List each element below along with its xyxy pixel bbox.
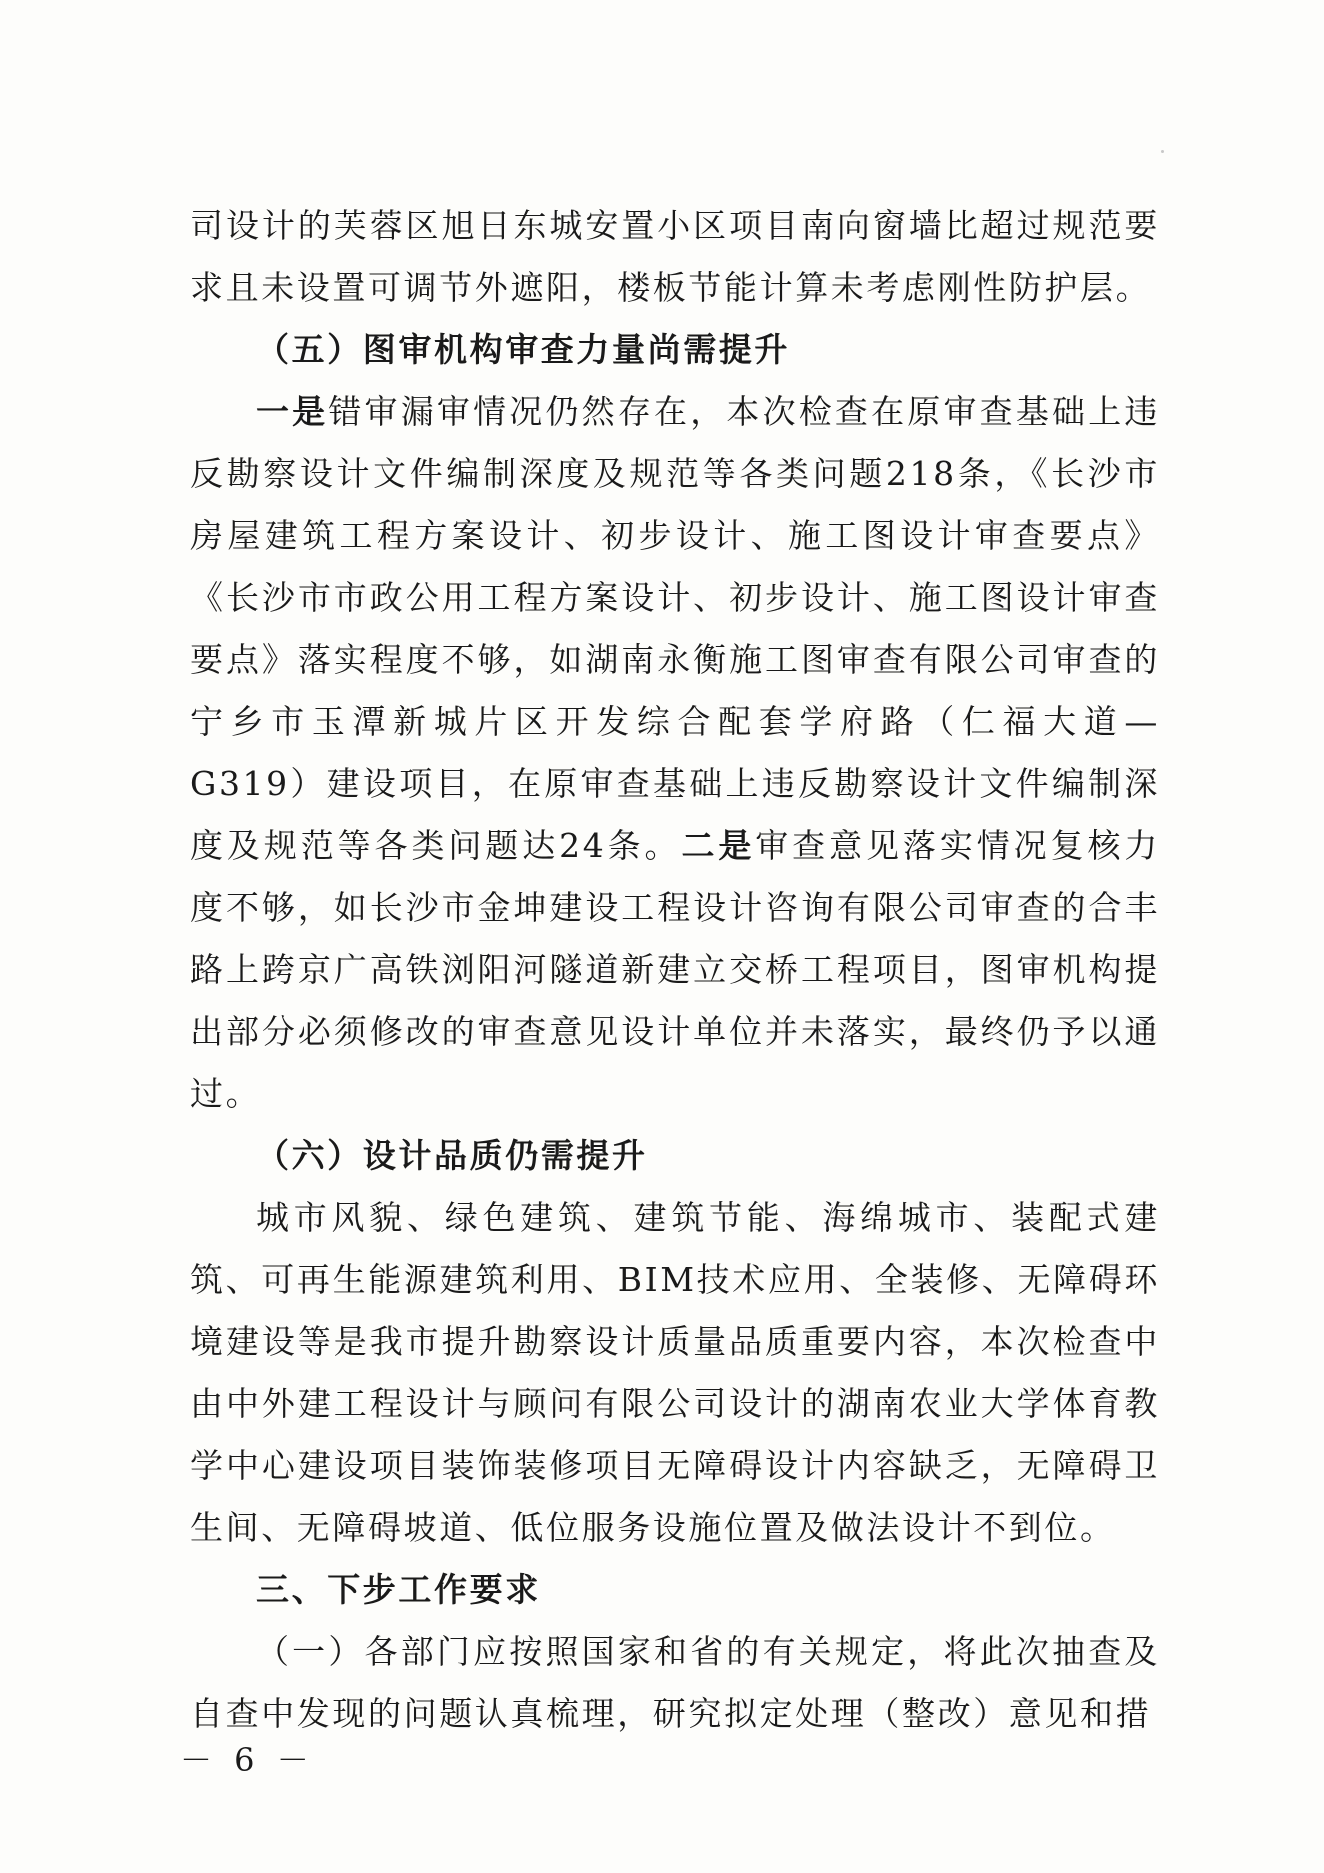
paragraph-text: 审查意见落实情况复核力度不够，如长沙市金坤建设工程设计咨询有限公司审查的合丰路上跨京广高铁浏阳河隧道新建立交桥工程项目，图审机构提出部分必须修改的审查意见设计单位并未落实，最终仍予以通过。 bbox=[190, 826, 1160, 1113]
scan-speck bbox=[1161, 150, 1164, 153]
section-heading-three: 三、下步工作要求 bbox=[256, 1570, 541, 1609]
section-heading-six: （六）设计品质仍需提升 bbox=[256, 1136, 648, 1175]
paragraph-review-issues bbox=[190, 381, 1160, 1125]
section-heading-five: （五）图审机构审查力量尚需提升 bbox=[256, 330, 790, 369]
paragraph-next-steps: （一）各部门应按照国家和省的有关规定，将此次抽查及自查中发现的问题认真梳理，研究拟定处理（整改）意见和措 bbox=[190, 1632, 1160, 1733]
emphasis-second: 二是 bbox=[681, 826, 756, 865]
paragraph-design-quality: 城市风貌、绿色建筑、建筑节能、海绵城市、装配式建筑、可再生能源建筑利用、BIM技术应用、全装修、无障碍环境建设等是我市提升勘察设计质量品质重要内容，本次检查中由中外建工程设计与顾问有限公司设计的湖南农业大学体育教学中心建设项目装饰装修项目无障碍设计内容缺乏，无障碍卫生间、无障碍坡道、低位服务设施位置及做法设计不到位。 bbox=[190, 1198, 1160, 1547]
paragraph-text: 错审漏审情况仍然存在，本次检查在原审查基础上违反勘察设计文件编制深度及规范等各类问题218条，《长沙市房屋建筑工程方案设计、初步设计、施工图设计审查要点》《长沙市市政公用工程方案设计、初步设计、施工图设计审查要点》落实程度不够，如湖南永衡施工图审查有限公司审查的宁乡市玉潭新城片区开发综合配套学府路（仁福大道—G319）建设项目，在原审查基础上违反勘察设计文件编制深度及规范等各类问题达24条。 bbox=[190, 392, 1160, 865]
paragraph-continuation: 司设计的芙蓉区旭日东城安置小区项目南向窗墙比超过规范要求且未设置可调节外遮阳，楼板节能计算未考虑刚性防护层。 bbox=[190, 206, 1160, 307]
page-number: － 6 － bbox=[180, 1741, 315, 1779]
document-body bbox=[190, 195, 1160, 1745]
emphasis-first: 一是 bbox=[256, 392, 329, 431]
